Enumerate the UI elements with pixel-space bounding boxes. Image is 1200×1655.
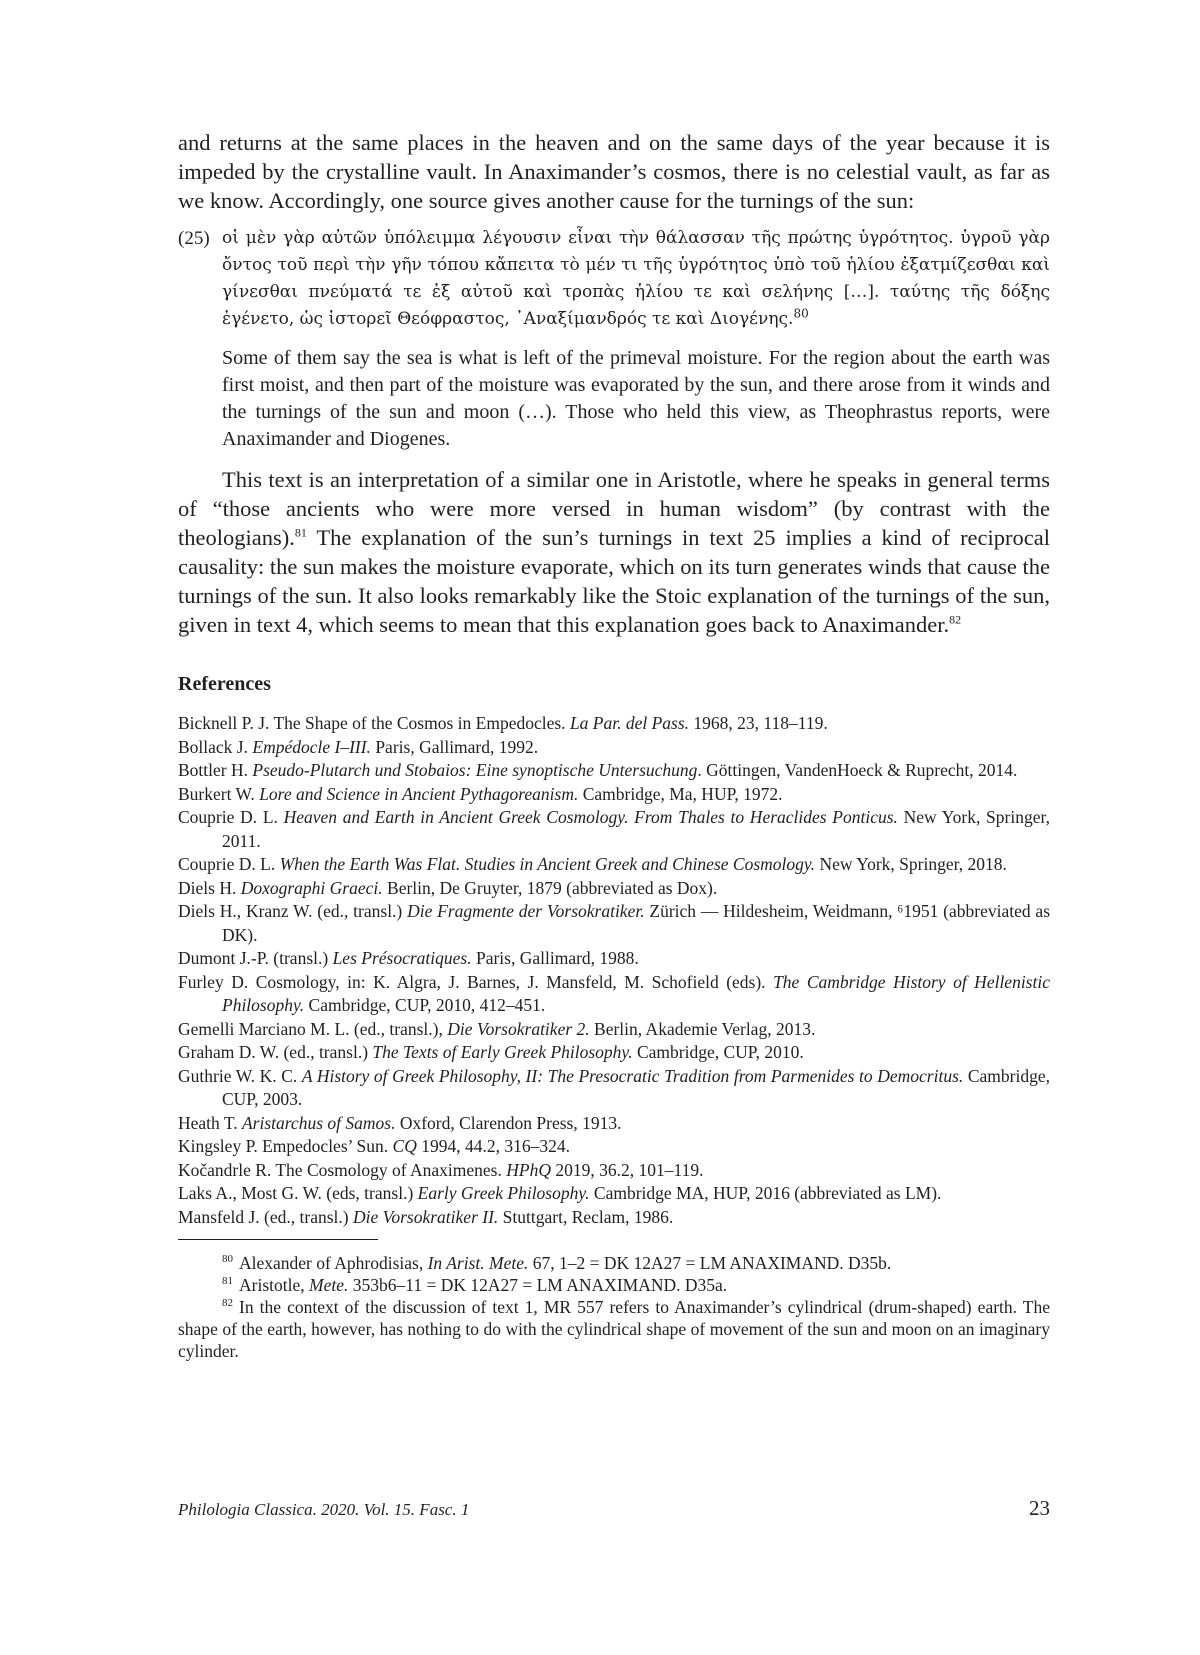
- footnote-title: Mete.: [309, 1275, 349, 1295]
- reference-details: New York, Springer, 2011.: [222, 807, 1050, 851]
- reference-details: 1994, 44.2, 316–324.: [416, 1136, 570, 1156]
- footnote-text: Aristotle,: [239, 1275, 309, 1295]
- reference-title: Empédocle I–III.: [252, 736, 371, 757]
- body-paragraph-2: [178, 465, 1050, 639]
- reference-title: Die Fragmente der Vorsokratiker.: [407, 901, 645, 921]
- footnote-82: [178, 1296, 1050, 1362]
- greek-passage: οἱ μὲν γὰρ αὐτῶν ὑπόλειμμα λέγουσιν εἶναι τὴν θάλασσαν τῆς πρώτης ὑγρότητος. ὑγροῦ γὰρ ὄντος τοῦ περὶ τὴν γῆν τόπου κἄπειτα τὸ μέν τι τῆς ὑγρότητος ὑπὸ τοῦ ἡλίου ἐξατμίζεσθαι καὶ γίνεσθαι πνεύματά τε ἐξ αὐτοῦ καὶ τροπὰς ἡλίου τε καὶ σελήνης […]. ταύτης τῆς δόξης ἐγένετο, ὡς ἱστορεῖ Θεόφραστος, ᾿Αναξίμανδρός τε καὶ Διογένης.: [222, 228, 1050, 329]
- reference-text: Furley D. Cosmology, in: K. Algra, J. Barnes, J. Mansfeld, M. Schofield (eds).: [178, 971, 774, 992]
- reference-title: Les Présocratiques.: [332, 948, 472, 968]
- reference-details: Paris, Gallimard, 1992.: [370, 736, 539, 757]
- reference-item: [178, 1018, 1050, 1042]
- footnote-text: In the context of the discussion of text 1, MR 557 refers to Anaximander’s cylindrical (drum-shaped) earth. The shape of the earth, however, has nothing to do with the cylindrical shape of movement of the sun and moon on an imaginary cylinder.: [178, 1297, 1050, 1361]
- reference-text: Diels H., Kranz W. (ed., transl.): [178, 901, 408, 921]
- reference-title: Die Vorsokratiker 2.: [447, 1018, 590, 1039]
- footnotes: [178, 1252, 1050, 1362]
- reference-item: [178, 1065, 1050, 1112]
- reference-details: . Göttingen, VandenHoeck & Ruprecht, 2014.: [697, 760, 1018, 780]
- reference-item: [178, 947, 1050, 971]
- reference-item: [178, 877, 1050, 901]
- reference-text: Couprie D. L.: [178, 807, 284, 827]
- reference-item: [178, 900, 1050, 947]
- reference-details: Cambridge, CUP, 2010, 412–451.: [304, 995, 546, 1015]
- reference-details: 2019, 36.2, 101–119.: [550, 1159, 704, 1180]
- reference-text: Bicknell P. J. The Shape of the Cosmos in Empedocles.: [178, 713, 570, 733]
- reference-item: [178, 759, 1050, 783]
- reference-item: [178, 1041, 1050, 1065]
- reference-details: Cambridge MA, HUP, 2016 (abbreviated as LM).: [589, 1183, 942, 1203]
- reference-item: [178, 806, 1050, 853]
- reference-text: Heath T.: [178, 1112, 242, 1133]
- reference-text: Graham D. W. (ed., transl.): [178, 1042, 373, 1062]
- translation-text: Some of them say the sea is what is left of the primeval moisture. For the region about the earth was first moist, and then part of the moisture was evaporated by the sun, and there arose from it winds and the turnings of the sun and moon (…). Those who held this view, as Theophrastus reports, were Anaximander and Diogenes.: [222, 347, 1050, 450]
- reference-title: When the Earth Was Flat. Studies in Ancient Greek and Chinese Cosmology.: [279, 854, 816, 874]
- journal-citation: Philologia Classica. 2020. Vol. 15. Fasc. 1: [178, 1500, 470, 1519]
- reference-title: The Texts of Early Greek Philosophy.: [372, 1042, 633, 1062]
- footnote-title: In Arist. Mete.: [427, 1253, 529, 1273]
- reference-details: Paris, Gallimard, 1988.: [471, 948, 639, 968]
- footnote-ref-81[interactable]: 81: [294, 525, 307, 540]
- footnote-number: 81: [222, 1275, 233, 1288]
- reference-details: New York, Springer, 2018.: [815, 854, 1007, 874]
- reference-details: Cambridge, Ma, HUP, 1972.: [578, 783, 783, 804]
- reference-title: Pseudo-Plutarch und Stobaios: Eine synoptische Untersuchung: [252, 760, 698, 780]
- quotation-25: [178, 225, 1050, 453]
- reference-title: The Cambridge History of Hellenistic Philosophy.: [222, 971, 1050, 1015]
- reference-text: Guthrie W. K. C.: [178, 1065, 302, 1086]
- reference-text: Bottler H.: [178, 760, 253, 780]
- page-footer: [178, 1496, 1050, 1521]
- reference-text: Bollack J.: [178, 736, 253, 757]
- reference-text: Mansfeld J. (ed., transl.): [178, 1206, 353, 1227]
- reference-item: [178, 1206, 1050, 1230]
- para2-part-b: The explanation of the sun’s turnings in text 25 implies a kind of reciprocal causality: the sun makes the moisture evaporate, which on its turn generates winds that cause the turnings of the sun. It also looks remarkably like the Stoic explanation of the turnings of the sun, given in text 4, which seems to mean that this explanation goes back to Anaximander.: [178, 525, 1050, 637]
- reference-details: Berlin, Akademie Verlag, 2013.: [589, 1018, 816, 1039]
- footnote-details: 353b6–11 = DK 12A27 = LM ANAXIMAND. D35a.: [348, 1275, 728, 1295]
- reference-item: [178, 736, 1050, 760]
- reference-item: [178, 1182, 1050, 1206]
- reference-text: Burkert W.: [178, 783, 260, 804]
- footnote-81: [178, 1274, 1050, 1296]
- footnote-ref-82[interactable]: 82: [949, 612, 962, 627]
- reference-title: Heaven and Earth in Ancient Greek Cosmology. From Thales to Heraclides Ponticus.: [283, 807, 898, 827]
- footnote-number: 82: [222, 1297, 233, 1310]
- footnote-details: 67, 1–2 = DK 12A27 = LM ANAXIMAND. D35b.: [528, 1253, 892, 1273]
- reference-text: Kočandrle R. The Cosmology of Anaximenes.: [178, 1159, 507, 1180]
- page-number: 23: [1029, 1496, 1050, 1520]
- reference-title: Lore and Science in Ancient Pythagoreanism.: [259, 783, 579, 804]
- footnote-80: [178, 1252, 1050, 1274]
- reference-item: [178, 1135, 1050, 1159]
- reference-details: Berlin, De Gruyter, 1879 (abbreviated as Dox).: [382, 877, 718, 898]
- reference-item: [178, 783, 1050, 807]
- reference-title: Doxographi Graeci.: [240, 877, 383, 898]
- reference-item: [178, 971, 1050, 1018]
- footnote-number: 80: [222, 1253, 233, 1266]
- reference-text: Dumont J.-P. (transl.): [178, 948, 333, 968]
- reference-details: Zürich — Hildesheim, Weidmann, ⁶1951 (abbreviated as DK).: [222, 901, 1051, 945]
- reference-details: Cambridge, CUP, 2003.: [222, 1065, 1050, 1109]
- reference-text: Diels H.: [178, 877, 241, 898]
- footnote-ref-80[interactable]: 80: [793, 306, 809, 321]
- reference-item: [178, 1159, 1050, 1183]
- reference-details: Cambridge, CUP, 2010.: [632, 1042, 804, 1062]
- reference-title: Die Vorsokratiker II.: [352, 1206, 499, 1227]
- reference-title: CQ: [392, 1136, 417, 1156]
- quotation-number: (25): [178, 228, 210, 249]
- reference-text: Laks A., Most G. W. (eds, transl.): [178, 1183, 418, 1203]
- reference-item: [178, 853, 1050, 877]
- reference-details: 1968, 23, 118–119.: [689, 713, 828, 733]
- reference-text: Gemelli Marciano M. L. (ed., transl.),: [178, 1018, 448, 1039]
- reference-title: Early Greek Philosophy.: [417, 1183, 590, 1203]
- reference-item: [178, 712, 1050, 736]
- reference-title: Aristarchus of Samos.: [241, 1112, 396, 1133]
- greek-text: [222, 225, 1050, 333]
- reference-title: HPhQ: [506, 1159, 551, 1180]
- reference-text: Kingsley P. Empedocles’ Sun.: [178, 1136, 393, 1156]
- reference-title: La Par. del Pass.: [569, 713, 690, 733]
- references-heading: References: [178, 673, 271, 695]
- reference-details: Stuttgart, Reclam, 1986.: [498, 1206, 674, 1227]
- reference-item: [178, 1112, 1050, 1136]
- para2-part-a: This text is an interpretation of a similar one in Aristotle, where he speaks in general terms of “those ancients who were more versed in human wisdom” (by contrast with the theologians).: [178, 467, 1050, 550]
- reference-details: Oxford, Clarendon Press, 1913.: [395, 1112, 622, 1133]
- footnote-text: Alexander of Aphrodisias,: [239, 1253, 428, 1273]
- reference-text: Couprie D. L.: [178, 854, 280, 874]
- body-paragraph-1: and returns at the same places in the heaven and on the same days of the year because it is impeded by the crystalline vault. In Anaximander’s cosmos, there is no celestial vault, as far as we know. Accordingly, one source gives another cause for the turnings of the sun:: [178, 130, 1050, 213]
- page-content: [178, 128, 1050, 1362]
- reference-title: A History of Greek Philosophy, II: The Presocratic Tradition from Parmenides to Democritus.: [301, 1065, 964, 1086]
- footnote-divider: [178, 1239, 378, 1240]
- references-list: [178, 712, 1050, 1229]
